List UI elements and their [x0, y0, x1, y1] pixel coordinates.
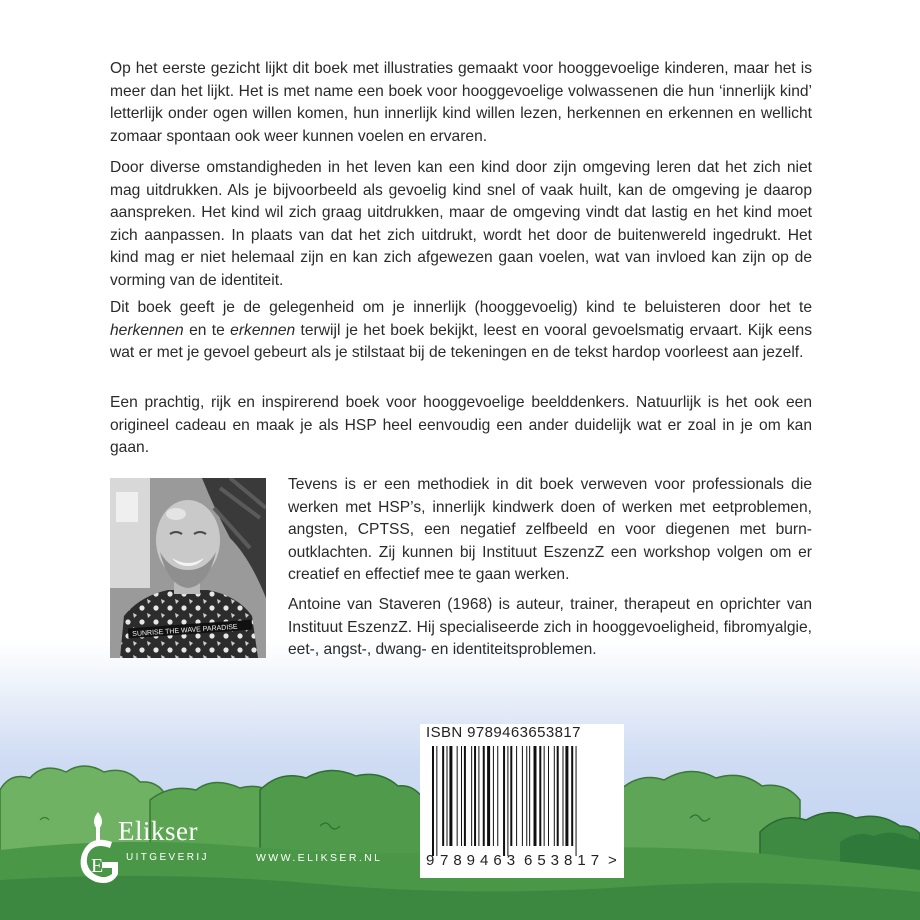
barcode-bar: [557, 746, 559, 846]
barcode-bar: [539, 746, 541, 846]
barcode-bar: [544, 746, 545, 846]
barcode-bar: [483, 746, 485, 846]
barcode-bar: [474, 746, 476, 846]
barcode-digit-group-1: 789463: [440, 852, 521, 869]
barcode-bar: [563, 746, 564, 846]
elikser-logo-icon: [72, 808, 124, 888]
barcode-bar: [432, 746, 434, 856]
logo-letter: E: [91, 855, 104, 877]
barcode-bar: [478, 746, 479, 846]
barcode-bar: [554, 746, 555, 846]
publisher-name: Elikser: [118, 816, 198, 846]
barcode-quiet-mark: >: [608, 852, 617, 869]
blurb-paragraph-2: Door diverse omstandigheden in het leven kan een kind door zijn omgeving leren dat het zich niet mag uitdrukken. Als je bijvoorbeeld als gevoelig kind snel of vaak huilt, kan de omgeving je daarop aanspreken. Het kind wil zich graag uitdrukken, maar de omgeving vindt dat lastig en het kind moet zich aanpassen. In plaats van dat het zich uitdrukt, wordt het door de buitenwereld ingedrukt. Het kind mag er niet helemaal zijn en kan zich afgewezen gaan voelen, wat van invloed kan zijn op de vorming van de identiteit.: [110, 159, 812, 289]
barcode-first-digit: 9: [426, 852, 435, 869]
blurb-paragraph-4: Een prachtig, rijk en inspirerend boek voor hooggevoelige beelddenkers. Natuurlijk is het ook een origineel cadeau en maak je als HSP heel eenvoudig een ander duidelijk wat er zoal in je om kan gaan.: [110, 394, 812, 456]
barcode-bar: [447, 746, 448, 846]
barcode-digit-group-2: 653817: [524, 852, 605, 869]
barcode-bar: [576, 746, 577, 856]
publisher-subtitle: UITGEVERIJ: [126, 852, 209, 863]
barcode-bar: [522, 746, 523, 846]
barcode-bar: [497, 746, 498, 846]
emphasis-erkennen: erkennen: [230, 321, 296, 339]
publisher-website[interactable]: WWW.ELIKSER.NL: [256, 852, 383, 864]
blurb-paragraph-3-part-b: en te: [183, 321, 231, 339]
barcode-bar: [526, 746, 527, 846]
shirt-print: SUNRISE THE WAVE PARADISE: [132, 623, 238, 639]
isbn-label: ISBN 9789463653817: [426, 724, 581, 741]
barcode-bar: [548, 746, 549, 846]
barcode-bar: [507, 746, 508, 856]
barcode-bar: [510, 746, 512, 846]
barcode-bar: [449, 746, 452, 846]
barcode-bar: [571, 746, 573, 846]
isbn-barcode: [420, 724, 624, 878]
blurb-paragraph-1: Op het eerste gezicht lijkt dit boek met illustraties gemaakt voor hooggevoelige kinderen, maar het is meer dan het lijkt. Het is met name een boek voor hooggevoelige volwassenen die hun ‘innerlijk kind’ letterlijk onder ogen willen komen, hun innerlijk kind willen lezen, herkennen en erkennen en wellicht zomaar spontaan ook weer kunnen voelen en ervaren.: [110, 60, 812, 145]
barcode-bar: [503, 746, 505, 856]
blurb-paragraph-3: [110, 297, 812, 365]
barcode-bar: [565, 746, 568, 846]
barcode-bar: [471, 746, 472, 846]
barcode-bars: [424, 746, 620, 856]
barcode-bar: [534, 746, 537, 846]
blurb-paragraph-3-part-c: terwijl je het boek bekijkt, leest en vooral gevoelsmatig ervaart. Kijk eens wat er met je gevoel gebeurt als je stilstaat bij de tekeningen en de tekst hardop voorleest aan jezelf.: [110, 321, 812, 361]
barcode-bar: [487, 746, 490, 846]
blurb-paragraph-3-part-a: Dit boek geeft je de gelegenheid om je innerlijk (hooggevoelig) kind te beluisteren door het te: [110, 299, 812, 316]
barcode-bar: [493, 746, 494, 846]
author-photo: [110, 478, 266, 658]
barcode-bar: [516, 746, 517, 846]
barcode-bar: [464, 746, 466, 846]
blurb-paragraph-5: Tevens is er een methodiek in dit boek verweven voor professionals die werken met HSP’s, innerlijk kindwerk doen of werken met eetproblemen, angsten, CPTSS, een negatief zelfbeeld en voor diegenen met burn-outklachten. Zij kunnen bij Instituut EszenzZ een workshop volgen om er creatief en effectief mee te gaan werken.: [288, 476, 812, 583]
barcode-bar: [461, 746, 462, 846]
barcode-bar: [436, 746, 437, 856]
barcode-bar: [442, 746, 444, 846]
author-bio: Antoine van Staveren (1968) is auteur, trainer, therapeut en oprichter van Instituut EszenzZ. Hij specialiseerde zich in hooggevoeligheid, fibromyalgie, eet-, angst-, dwang- en identiteitsproblemen.: [288, 596, 812, 658]
barcode-bar: [457, 746, 458, 846]
barcode-bar: [529, 746, 530, 846]
emphasis-herkennen: herkennen: [110, 321, 184, 339]
